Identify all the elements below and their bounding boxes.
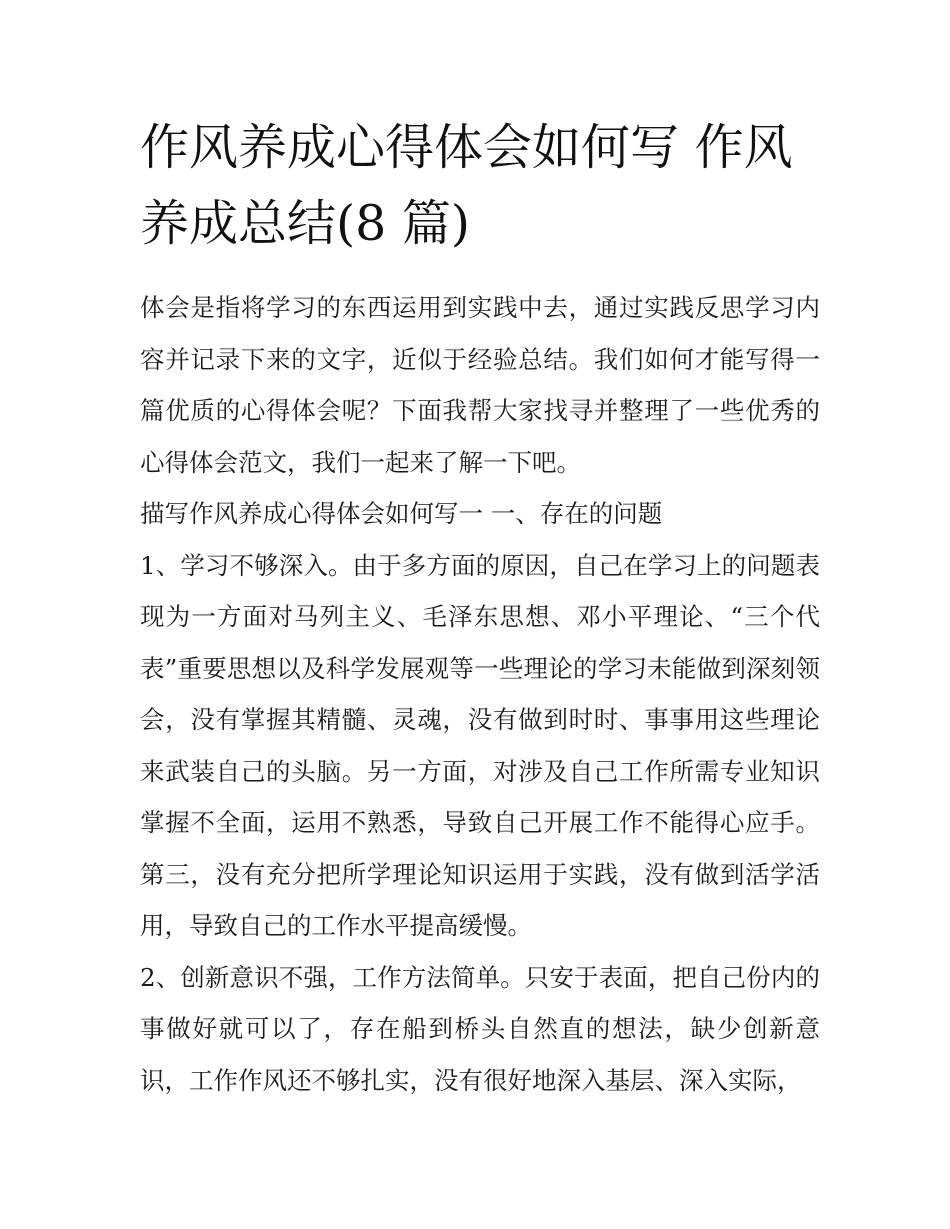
document-body — [140, 110, 820, 1106]
document-title: 作风养成心得体会如何写 作风养成总结(8 篇) — [140, 119, 793, 252]
point-1-paragraph: 1、学习不够深入。由于多方面的原因，自己在学习上的问题表现为一方面对马列主义、毛泽东思想、邓小平理论、“三个代表”重要思想以及科学发展观等一些理论的学习未能做到深刻领会，没有掌握其精髓、灵魂，没有做到时时、事事用这些理论来武装自己的头脑。另一方面，对涉及自己工作所需专业知识掌握不全面，运用不熟悉，导致自己开展工作不能得心应手。第三，没有充分把所学理论知识运用于实践，没有做到活学活用，导致自己的工作水平提高缓慢。 — [140, 550, 820, 940]
intro-paragraph: 体会是指将学习的东西运用到实践中去，通过实践反思学习内容并记录下来的文字，近似于经验总结。我们如何才能写得一篇优质的心得体会呢？下面我帮大家找寻并整理了一些优秀的心得体会范文，我们一起来了解一下吧。 — [140, 293, 820, 477]
section-heading: 描写作风养成心得体会如何写一 一、存在的问题 — [140, 499, 663, 528]
point-2-paragraph: 2、创新意识不强，工作方法简单。只安于表面，把自己份内的事做好就可以了，存在船到桥头自然直的想法，缺少创新意识，工作作风还不够扎实，没有很好地深入基层、深入实际， — [140, 962, 820, 1095]
